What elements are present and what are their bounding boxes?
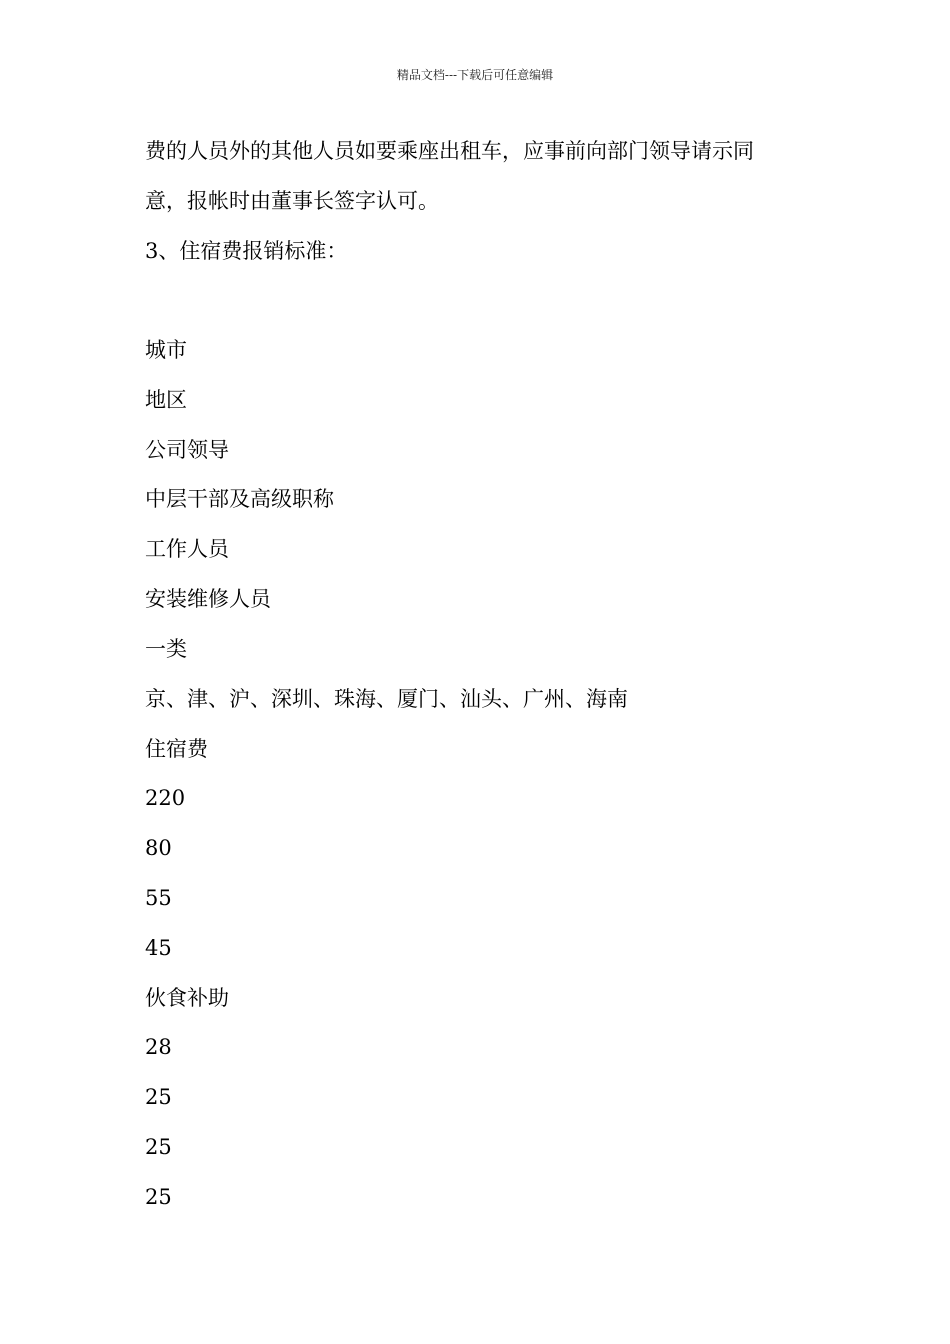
table-cell-meal-label: 伙食补助: [145, 986, 229, 1010]
table-cell-city: 城市: [145, 338, 187, 362]
table-cell-middle-managers: 中层干部及高级职称: [145, 487, 334, 511]
table-cell-city-list: 京、津、沪、深圳、珠海、厦门、汕头、广州、海南: [145, 687, 628, 711]
table-cell-installers: 安装维修人员: [145, 587, 271, 611]
table-cell-lodging-label: 住宿费: [145, 737, 208, 761]
section-heading: 3、住宿费报销标准：: [145, 239, 348, 263]
table-cell-value: 80: [145, 836, 172, 860]
table-cell-value: 25: [145, 1135, 172, 1159]
table-cell-value: 28: [145, 1035, 172, 1059]
table-cell-staff: 工作人员: [145, 537, 229, 561]
table-cell-region: 地区: [145, 388, 187, 412]
paragraph-line-2: 意，报帐时由董事长签字认可。: [145, 189, 439, 213]
table-cell-company-leaders: 公司领导: [145, 438, 229, 462]
table-cell-value: 45: [145, 936, 172, 960]
page-header: 精品文档---下载后可任意编辑: [396, 68, 554, 82]
table-cell-value: 220: [145, 786, 186, 810]
table-cell-value: 25: [145, 1185, 172, 1209]
table-cell-category-one: 一类: [145, 637, 187, 661]
paragraph-line-1: 费的人员外的其他人员如要乘座出租车，应事前向部门领导请示同: [145, 139, 754, 163]
table-cell-value: 25: [145, 1085, 172, 1109]
table-cell-value: 55: [145, 886, 172, 910]
